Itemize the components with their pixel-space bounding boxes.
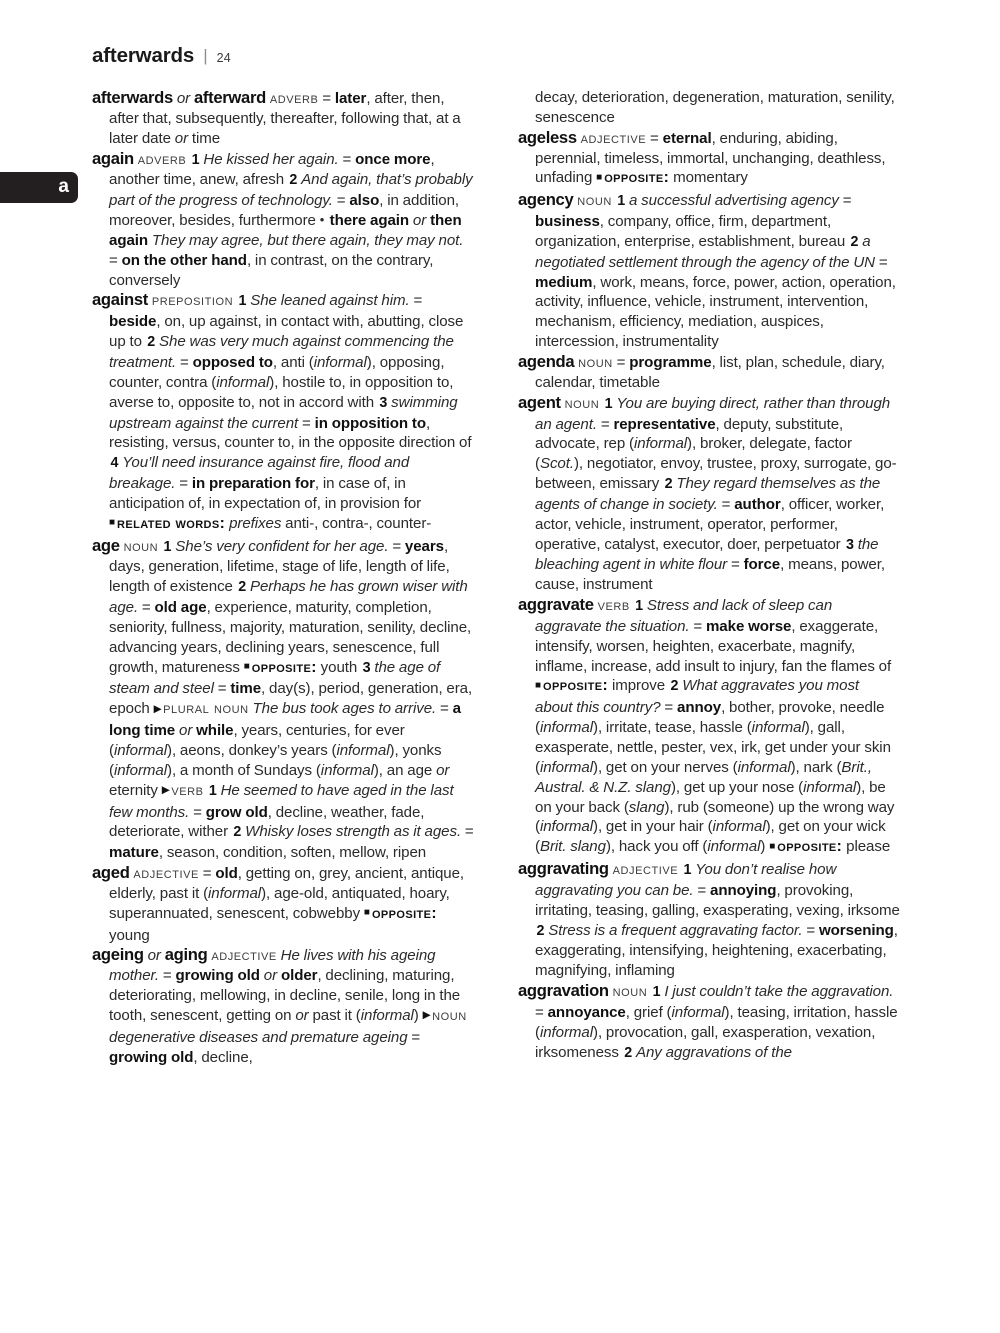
key-synonym: years (404, 537, 444, 555)
synonym-list: = (436, 700, 453, 718)
dictionary-entry (92, 536, 474, 864)
synonym-list: , officer, worker, actor, vehicle, instrument, operator, performer, operative, catalyst, executor, doer, perpetuator (535, 495, 885, 553)
synonym-list: = (109, 251, 122, 269)
synonym-list: please (842, 838, 891, 856)
italic-text: prefixes (229, 514, 282, 532)
part-of-speech: noun (564, 393, 600, 412)
synonym-list: , in contrast, on the contrary, conversely (109, 251, 434, 289)
part-of-speech: adverb (269, 89, 319, 107)
synonym-list: ), get in your hair ( (593, 818, 713, 836)
example-sentence: Stress and lack of sleep can aggravate the situation. (535, 597, 833, 635)
synonym-list: eternity (109, 781, 162, 799)
headword: agent (518, 392, 561, 412)
synonym-list: = (138, 599, 155, 617)
italic-text: informal (216, 373, 270, 391)
section-label: opposite: (251, 658, 317, 676)
key-synonym: growing old (175, 967, 260, 985)
synonym-list: = (388, 537, 405, 555)
headword: aging (164, 945, 208, 965)
key-synonym: annoying (710, 881, 777, 899)
sense-number: 1 (208, 782, 217, 799)
synonym-list: ), negotiator, envoy, trustee, proxy, surrogate, go-between, emissary (535, 455, 897, 493)
triangle-bullet-icon: ▶ (161, 784, 172, 797)
dictionary-entry (92, 149, 474, 291)
part-of-speech: verb (597, 596, 630, 615)
example-sentence: Whisky loses strength as it ages. (245, 823, 462, 841)
headword: aged (92, 863, 130, 883)
sense-number: 2 (670, 678, 679, 695)
synonym-list: = (874, 253, 888, 271)
key-synonym: on the other hand (121, 251, 247, 269)
synonym-list: = (175, 475, 192, 493)
synonym-list: , after, then, after that, subsequently, thereafter, following that, at a later date (109, 90, 461, 147)
italic-text: informal (360, 1006, 414, 1024)
italic-text: informal (737, 758, 791, 776)
key-synonym: force (743, 556, 781, 574)
italic-text: informal (113, 761, 167, 779)
dictionary-entry (518, 859, 900, 981)
text-column-right (518, 88, 900, 1064)
synonym-list: , years, centuries, for ever ( (109, 722, 405, 759)
synonym-list: youth (316, 658, 362, 676)
running-head-word: afterwards (92, 44, 195, 67)
dictionary-entry (518, 595, 900, 859)
synonym-list: ), get up your nose ( (670, 778, 804, 796)
key-synonym: beside (109, 313, 157, 331)
sense-number: 2 (238, 579, 247, 596)
round-bullet-icon: • (319, 212, 326, 228)
part-of-speech: adjective (133, 864, 199, 883)
headword: afterward (193, 88, 266, 107)
headword: against (92, 290, 148, 310)
italic-text: informal (751, 719, 805, 737)
italic-text: informal (539, 1023, 593, 1041)
example-sentence: You’ll need insurance against fire, flood and breakage. (109, 454, 410, 493)
example-sentence: You are buying direct, rather than through an agent. (535, 394, 891, 433)
synonym-list: , declining, maturing, deteriorating, mellowing, in decline, senile, long in the tooth, senescent, getting on (109, 967, 461, 1024)
page-number: 24 (216, 51, 231, 65)
sense-number: 1 (617, 193, 626, 210)
key-synonym: mature (109, 844, 159, 862)
key-synonym: growing old (109, 1048, 194, 1066)
italic-text: informal (320, 761, 374, 779)
synonym-list: , days, generation, lifetime, stage of life, length of life, length of existence (109, 537, 450, 596)
sense-number: 1 (604, 395, 613, 412)
headword: aggravating (518, 859, 609, 879)
italic-text: or (147, 947, 161, 965)
sense-number: 1 (652, 984, 661, 1001)
synonym-list: = (189, 803, 206, 821)
dictionary-entry (518, 88, 900, 128)
example-sentence: You don’t realise how aggravating you can be. (535, 861, 837, 899)
synonym-list: ), provocation, gall, exasperation, vexation, irksomeness (535, 1023, 876, 1061)
example-sentence: Perhaps he has grown wiser with age. (109, 578, 468, 617)
sense-number: 2 (536, 922, 545, 939)
synonym-list: = (693, 881, 710, 899)
key-synonym: in opposition to (314, 414, 427, 432)
key-synonym: programme (629, 353, 712, 371)
key-synonym: opposed to (192, 353, 273, 371)
key-synonym: grow old (205, 803, 268, 821)
synonym-list: , list, plan, schedule, diary, calendar, timetable (535, 353, 885, 391)
synonym-list: = (838, 192, 852, 210)
key-synonym: worsening (818, 921, 894, 939)
key-synonym: older (280, 967, 318, 985)
key-synonym: old age (154, 599, 207, 617)
sense-number: 2 (850, 233, 859, 250)
example-sentence: He seemed to have aged in the last few months. (109, 781, 454, 821)
part-of-speech: noun (123, 536, 159, 555)
dictionary-entry (92, 88, 474, 149)
synonym-list: ), aeons, donkey’s years ( (167, 742, 337, 759)
synonym-list: ), gall, exasperate, nettle, pester, vex, irk, get under your skin ( (535, 719, 891, 776)
key-synonym: a long time (109, 700, 461, 740)
example-sentence: a successful advertising agency (628, 192, 839, 210)
sense-number: 2 (147, 334, 156, 351)
example-sentence: Any aggravations of the (635, 1043, 792, 1061)
sense-number: 1 (238, 293, 247, 310)
synonym-list: = (213, 680, 231, 698)
italic-text: or (176, 90, 191, 107)
synonym-list: , provoking, irritating, teasing, galling, exasperating, vexing, irksome (535, 881, 900, 919)
part-of-speech: plural noun (163, 699, 249, 718)
key-synonym: once more (355, 150, 431, 168)
synonym-list: = (332, 192, 350, 210)
square-bullet-icon: ■ (769, 840, 778, 852)
triangle-bullet-icon: ▶ (153, 702, 164, 715)
synonym-list: ), broker, delegate, factor ( (535, 435, 852, 473)
key-synonym: also (349, 192, 380, 210)
synonym-list: , decline, (193, 1048, 253, 1066)
synonym-list: = (689, 617, 706, 635)
sense-number: 3 (362, 659, 371, 676)
sense-number: 2 (233, 824, 242, 841)
synonym-list: , company, office, firm, department, organization, enterprise, establishment, bureau (535, 213, 849, 250)
example-sentence: He lives with his ageing mother. (109, 947, 436, 985)
dictionary-entry (518, 393, 900, 595)
headword: again (92, 148, 134, 168)
synonym-list: , grief ( (625, 1003, 672, 1021)
example-sentence: She’s very confident for her age. (175, 537, 389, 555)
key-synonym: annoyance (547, 1003, 626, 1021)
key-synonym: time (230, 680, 262, 698)
synonym-list: = (407, 1028, 421, 1046)
synonym-list: ), rub (someone) up the wrong way ( (535, 798, 895, 836)
synonym-list: , enduring, abiding, perennial, timeless, immortal, unchanging, deathless, unfading (535, 129, 886, 187)
key-synonym: medium (535, 273, 593, 291)
synonym-list: ), be on your back ( (535, 778, 886, 816)
example-sentence: They may agree, but there again, they may not. (151, 231, 464, 249)
synonym-list: , getting on, grey, ancient, antique, elderly, past it ( (109, 865, 465, 902)
synonym-list: = (461, 823, 474, 841)
synonym-list: , work, means, force, power, action, operation, activity, influence, vehicle, instrument, intervention, mechanism, efficiency, mediation, auspices, intercession, instrumentality (535, 273, 896, 351)
example-sentence: The bus took ages to arrive. (252, 700, 437, 718)
synonym-list: = (596, 415, 614, 433)
part-of-speech: noun (432, 1005, 467, 1024)
italic-text: Brit., Austral. & N.Z. slang (535, 758, 872, 796)
sense-number: 1 (635, 598, 643, 615)
synonym-list: , day(s), period, generation, era, epoch (109, 680, 473, 718)
example-sentence: They regard themselves as the agents of change in society. (535, 475, 881, 513)
section-label: opposite: (371, 904, 437, 922)
section-label: opposite: (543, 677, 609, 695)
synonym-list: ), teasing, irritation, hassle ( (535, 1003, 898, 1041)
synonym-list: , exaggerate, intensify, worsen, heighten, exacerbate, magnify, inflame, increase, add insult to injury, fan the flames of (535, 617, 892, 675)
synonym-list: = (338, 150, 356, 168)
key-synonym: eternal (662, 129, 712, 147)
italic-text: informal (712, 818, 766, 836)
synonym-list: , in case of, in anticipation of, in expectation of, in provision for (109, 475, 422, 512)
sense-number: 2 (664, 476, 673, 493)
synonym-list: = (322, 90, 335, 107)
dictionary-entry (518, 128, 900, 191)
part-of-speech: verb (171, 780, 204, 799)
sense-number: 3 (845, 536, 854, 553)
italic-text: informal (633, 435, 688, 453)
synonym-list: , resisting, versus, counter to, in the opposite direction of (109, 414, 472, 452)
part-of-speech: noun (578, 352, 613, 371)
synonym-list: momentary (669, 169, 748, 187)
section-label: opposite: (777, 838, 843, 856)
synonym-list: , anti ( (272, 353, 314, 371)
headword: aggravation (518, 981, 609, 1001)
synonym-list: ), get on your wick ( (535, 818, 886, 856)
key-synonym: annoy (677, 699, 722, 717)
square-bullet-icon: ■ (596, 171, 605, 183)
synonym-list: , in addition, moreover, besides, furthermore (109, 192, 460, 230)
synonym-list: , another time, anew, afresh (109, 150, 435, 189)
synonym-list: ), a month of Sundays ( (167, 761, 321, 779)
italic-text: informal (707, 838, 761, 856)
example-sentence: the age of steam and steel (109, 658, 441, 698)
synonym-list: ), hack you off ( (605, 838, 708, 856)
sense-number: 2 (289, 172, 298, 189)
synonym-list: ), nark ( (790, 758, 842, 776)
synonym-list: = (727, 556, 744, 574)
key-synonym: business (535, 213, 600, 231)
synonym-list: ) (413, 1006, 423, 1024)
synonym-list: ), get on your nerves ( (593, 758, 738, 776)
italic-text: slang (628, 798, 665, 816)
key-synonym: later (334, 90, 367, 107)
synonym-list: past it ( (308, 1006, 361, 1024)
example-sentence: the bleaching agent in white flour (535, 535, 879, 574)
headword: aggravate (518, 595, 594, 615)
synonym-list: decay, deterioration, degeneration, maturation, senility, senescence (535, 89, 895, 126)
synonym-list: , on, up against, in contact with, abutting, close up to (109, 313, 464, 351)
synonym-list: anti-, contra-, counter- (281, 514, 432, 532)
sense-number: 1 (191, 151, 200, 168)
section-label: opposite: (604, 169, 670, 187)
key-synonym: in preparation for (191, 475, 315, 493)
sense-number: 3 (379, 394, 388, 411)
sense-number: 1 (163, 538, 172, 555)
example-sentence: She was very much against commencing the treatment. (109, 333, 454, 371)
synonym-list: ), hostile to, in opposition to, averse to, opposite to, not in accord with (109, 373, 454, 411)
synonym-list: ) (760, 838, 770, 856)
running-head-separator: | (203, 46, 208, 65)
part-of-speech: preposition (151, 291, 234, 310)
square-bullet-icon: ■ (109, 517, 118, 529)
example-sentence: I just couldn’t take the aggravation. (664, 983, 894, 1001)
example-sentence: And again, that’s probably part of the progress of technology. (109, 171, 473, 210)
italic-text: informal (671, 1003, 725, 1021)
synonym-list: young (109, 926, 150, 944)
synonym-list: , bother, provoke, needle ( (535, 699, 885, 737)
italic-text: informal (113, 742, 167, 759)
part-of-speech: adjective (580, 128, 647, 147)
thumb-index-tab-letter: a (58, 176, 69, 197)
italic-text: informal (539, 818, 593, 836)
part-of-speech: noun (577, 191, 612, 210)
synonym-list: improve (608, 677, 669, 695)
example-sentence: He kissed her again. (203, 150, 339, 168)
square-bullet-icon: ■ (363, 907, 372, 919)
italic-text: or (179, 722, 193, 740)
synonym-list: , exaggerating, intensifying, heightening, exacerbating, magnifying, inflaming (535, 921, 898, 980)
italic-text: Scot. (539, 455, 574, 473)
italic-text: or (412, 212, 427, 230)
headword: afterwards (92, 88, 173, 107)
key-synonym: then again (109, 212, 462, 249)
italic-text: informal (208, 884, 262, 902)
italic-text: or (436, 761, 450, 779)
sense-number: 2 (624, 1044, 633, 1061)
headword: ageless (518, 127, 577, 147)
synonym-list: = (159, 967, 176, 985)
synonym-list: ), irritate, tease, hassle ( (593, 719, 752, 737)
synonym-list: = (176, 353, 193, 371)
synonym-list: = (535, 1003, 548, 1021)
example-sentence: She leaned against him. (250, 292, 410, 310)
italic-text: or (263, 967, 278, 985)
synonym-list: = (616, 353, 630, 371)
sense-number: 4 (110, 455, 119, 472)
synonym-list: ), age-old, antiquated, hoary, superannuated, senescent, cobwebby (109, 884, 450, 922)
example-sentence: Stress is a frequent aggravating factor. (548, 921, 803, 939)
section-label: related words: (117, 514, 226, 532)
key-synonym: author (734, 495, 781, 513)
key-synonym: make worse (705, 617, 792, 635)
example-sentence: degenerative diseases and premature ageing (109, 1028, 408, 1046)
synonym-list: = (202, 865, 216, 883)
synonym-list: = (802, 921, 819, 939)
square-bullet-icon: ■ (535, 679, 544, 691)
italic-text: informal (539, 719, 593, 737)
synonym-list: , season, condition, soften, mellow, ripen (158, 844, 427, 862)
running-head (92, 44, 231, 68)
part-of-speech: adjective (211, 946, 277, 965)
example-sentence: swimming upstream against the current (109, 393, 458, 432)
italic-text: or (174, 129, 189, 147)
example-sentence: a negotiated settlement through the agency of the UN (535, 232, 875, 271)
synonym-list: = (298, 414, 315, 432)
part-of-speech: adjective (612, 860, 679, 879)
headword: agency (518, 190, 574, 210)
example-sentence: What aggravates you most about this country? (535, 677, 860, 717)
italic-text: Brit. slang (539, 838, 606, 856)
text-column-left (92, 88, 474, 1068)
dictionary-entry (518, 352, 900, 393)
synonym-list: , decline, weather, fade, deteriorate, wither (109, 803, 425, 841)
thumb-index-tab[interactable] (0, 172, 78, 203)
synonym-list: = (650, 129, 663, 147)
key-synonym: while (196, 722, 234, 740)
italic-text: or (295, 1006, 309, 1024)
synonym-list: = (409, 292, 423, 310)
synonym-list: , experience, maturity, completion, seniority, fullness, majority, maturation, senility, decline, advancing years, declining years, senescence, full growth, matureness (109, 599, 472, 676)
synonym-list: = (660, 699, 677, 717)
dictionary-entry (92, 290, 474, 535)
key-synonym: there again (329, 212, 410, 230)
synonym-list: ), opposing, counter, contra ( (109, 353, 445, 391)
synonym-list: = (717, 495, 735, 513)
square-bullet-icon: ■ (243, 661, 252, 673)
synonym-list: ), yonks ( (109, 742, 442, 779)
italic-text: informal (803, 778, 857, 796)
italic-text: informal (336, 742, 390, 759)
synonym-list: time (188, 129, 221, 147)
part-of-speech: noun (612, 982, 648, 1001)
dictionary-entry (92, 945, 474, 1067)
sense-number: 1 (683, 862, 692, 879)
key-synonym: old (215, 865, 238, 883)
key-synonym: representative (613, 415, 716, 433)
dictionary-entry (518, 190, 900, 352)
triangle-bullet-icon: ▶ (422, 1009, 433, 1022)
headword: agenda (518, 351, 575, 371)
dictionary-entry (92, 863, 474, 945)
synonym-list: ), an age (373, 761, 437, 779)
headword: age (92, 535, 120, 555)
headword: ageing (92, 945, 144, 965)
italic-text: informal (313, 353, 367, 371)
synonym-list: , deputy, substitute, advocate, rep ( (535, 415, 844, 453)
synonym-list: , means, power, cause, instrument (535, 556, 885, 594)
part-of-speech: adverb (137, 149, 187, 168)
italic-text: informal (539, 758, 593, 776)
dictionary-entry (518, 981, 900, 1063)
